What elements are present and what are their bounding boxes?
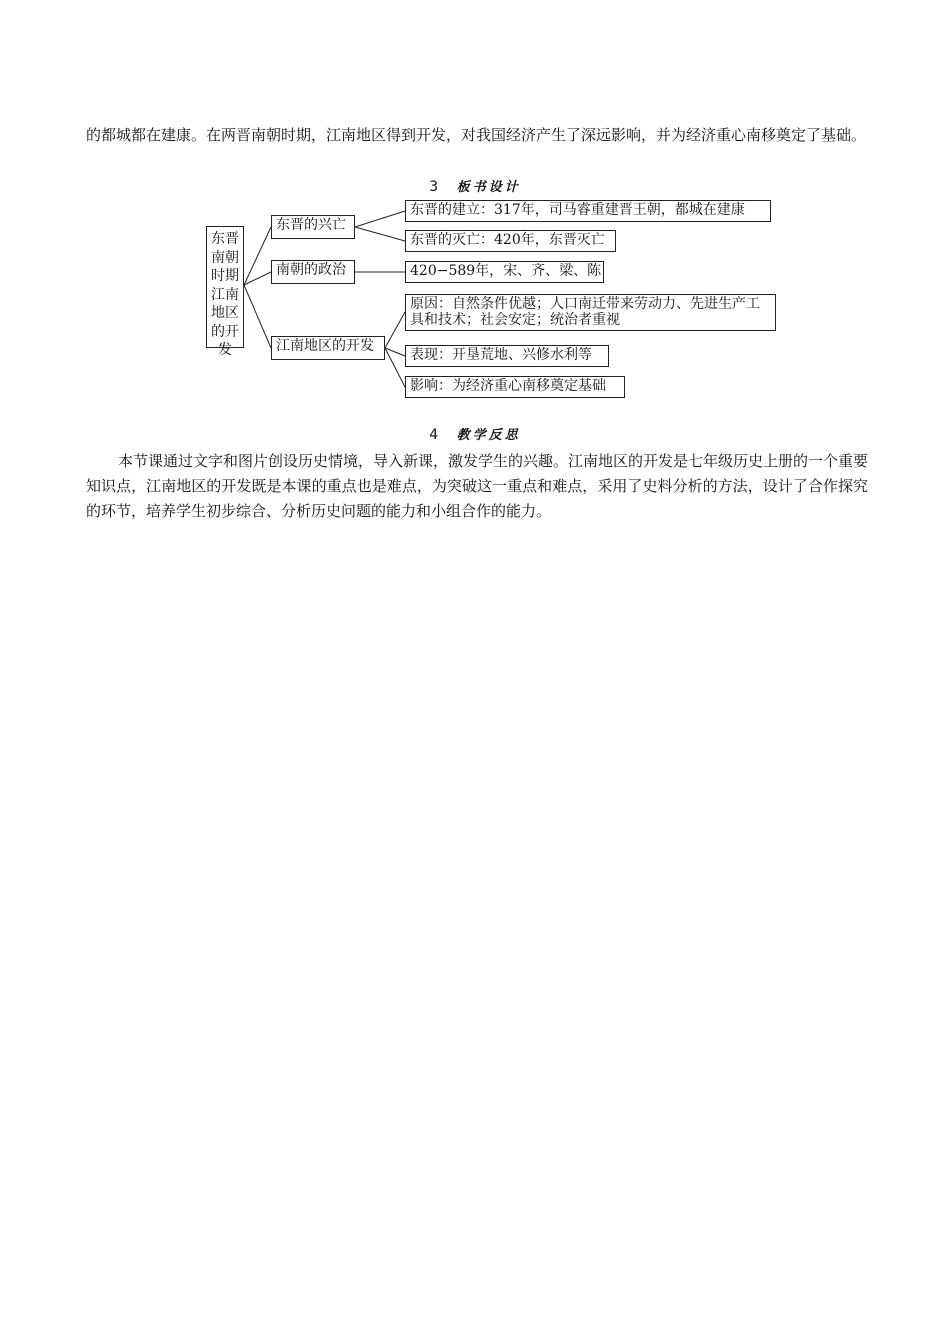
- diagram-root-node: 东晋南朝时期江南地区的开发: [206, 226, 244, 348]
- diagram-leaf-node: 东晋的灭亡：420年，东晋灭亡: [405, 230, 616, 252]
- section-title: 教学反思: [456, 428, 521, 443]
- section-heading-teaching-reflection: [0, 426, 950, 445]
- diagram-branch-node: 南朝的政治: [271, 260, 355, 284]
- diagram-leaf-node: 东晋的建立：317年，司马睿重建晋王朝，都城在建康: [405, 200, 771, 222]
- section-number: 3: [429, 179, 439, 195]
- connector-line: [244, 227, 271, 285]
- connector-line: [244, 285, 271, 348]
- connector-line: [355, 227, 405, 241]
- intro-paragraph: 的都城都在建康。在两晋南朝时期，江南地区得到开发，对我国经济产生了深远影响，并为经济重心南移奠定了基础。: [86, 126, 867, 144]
- section-title: 板书设计: [456, 180, 521, 195]
- connector-line: [385, 348, 405, 356]
- connector-line: [385, 348, 405, 387]
- diagram-leaf-node: 420−589年，宋、齐、梁、陈: [405, 261, 604, 283]
- connector-line: [355, 211, 405, 227]
- section-heading-board-design: [0, 178, 950, 197]
- diagram-leaf-node: 表现：开垦荒地、兴修水利等: [405, 345, 609, 367]
- connector-line: [385, 312, 405, 348]
- section-number: 4: [429, 427, 439, 443]
- connector-line: [244, 272, 271, 285]
- reflection-paragraph: 本节课通过文字和图片创设历史情境，导入新课，激发学生的兴趣。江南地区的开发是七年级历史上册的一个重要知识点，江南地区的开发既是本课的重点也是难点，为突破这一重点和难点，采用了史料分析的方法，设计了合作探究的环节，培养学生初步综合、分析历史问题的能力和小组合作的能力。: [86, 452, 869, 520]
- diagram-leaf-node: 影响：为经济重心南移奠定基础: [405, 376, 625, 398]
- diagram-leaf-node: 原因：自然条件优越；人口南迁带来劳动力、先进生产工具和技术；社会安定；统治者重视: [405, 294, 776, 331]
- diagram-branch-node: 东晋的兴亡: [271, 215, 355, 239]
- diagram-branch-node: 江南地区的开发: [271, 336, 385, 360]
